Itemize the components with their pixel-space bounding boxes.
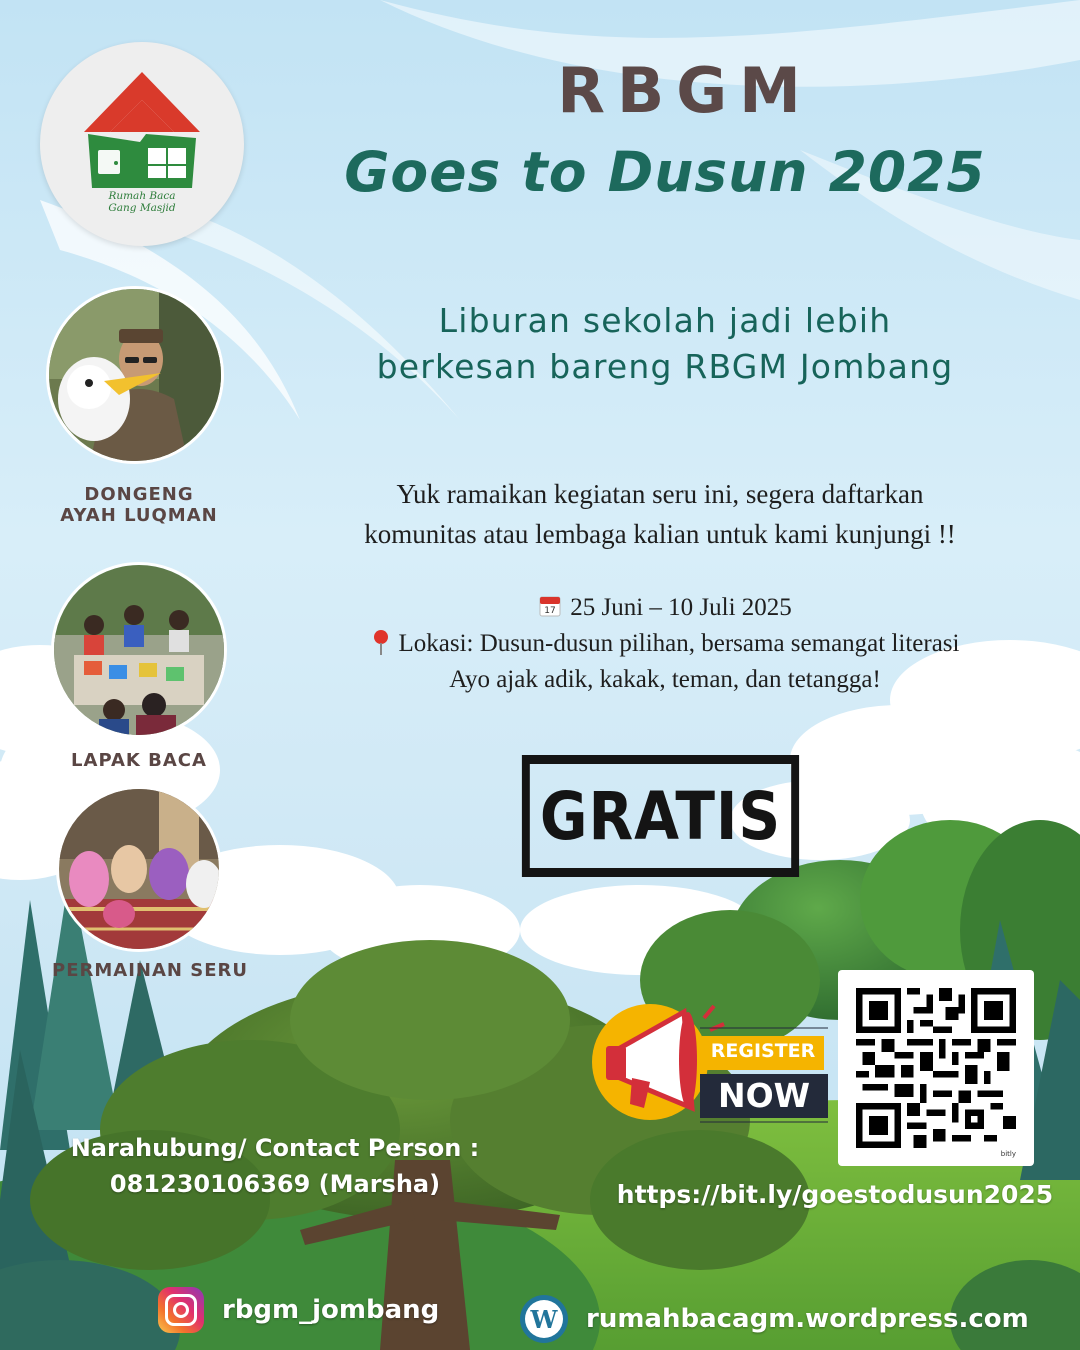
logo-caption-line1: Rumah Baca <box>108 190 176 202</box>
pin-icon <box>371 629 391 655</box>
qr-code-icon <box>856 988 1016 1148</box>
website-link[interactable] <box>520 1295 1029 1343</box>
photo-dongeng <box>46 286 224 464</box>
instagram-handle: rbgm_jombang <box>222 1295 440 1325</box>
bitly-brand: bitly <box>1000 1150 1016 1158</box>
instagram-icon <box>158 1287 204 1333</box>
website-url: rumahbacagm.wordpress.com <box>586 1304 1029 1334</box>
svg-text:17: 17 <box>544 606 556 616</box>
event-date: 25 Juni – 10 Juli 2025 <box>570 594 792 621</box>
games-photo <box>59 789 222 952</box>
house-logo-icon <box>80 70 204 188</box>
date-row <box>290 590 1040 626</box>
event-location: Lokasi: Dusun-dusun pilihan, bersama semangat literasi <box>398 630 960 657</box>
invitation-line2: komunitas atau lembaga kalian untuk kami kunjungi !! <box>364 519 956 549</box>
caption-dongeng-line2: AYAH LUQMAN <box>60 505 218 526</box>
location-row <box>290 626 1040 662</box>
event-title: RBGM <box>557 54 813 127</box>
caption-lapak-baca: LAPAK BACA <box>71 750 207 771</box>
storyteller-photo <box>49 289 224 464</box>
logo-caption <box>40 190 244 214</box>
tagline-line2: berkesan bareng RBGM Jombang <box>376 347 954 386</box>
contact-info <box>40 1130 510 1202</box>
register-now-button[interactable] <box>592 1000 832 1125</box>
rbgm-logo <box>40 42 244 246</box>
invitation-text <box>280 474 1040 554</box>
caption-permainan-seru: PERMAINAN SERU <box>52 960 248 981</box>
instagram-link[interactable] <box>158 1287 439 1333</box>
contact-label: Narahubung/ Contact Person : <box>70 1134 480 1162</box>
logo-caption-line2: Gang Masjid <box>108 202 176 214</box>
gratis-badge: GRATIS <box>522 755 799 877</box>
event-subtitle: Goes to Dusun 2025 <box>344 140 986 204</box>
reading-stall-photo <box>54 565 227 738</box>
photo-lapak-baca <box>51 562 227 738</box>
caption-dongeng-line1: DONGENG <box>84 484 194 505</box>
tagline <box>270 298 1060 390</box>
invitation-line1: Yuk ramaikan kegiatan seru ini, segera daftarkan <box>396 479 924 509</box>
event-details <box>290 590 1040 698</box>
calendar-icon <box>538 594 562 618</box>
register-label: REGISTER <box>710 1040 816 1062</box>
invite-friends: Ayo ajak adik, kakak, teman, dan tetangga! <box>449 666 881 693</box>
registration-url[interactable]: https://bit.ly/goestodusun2025 <box>616 1180 1054 1209</box>
photo-permainan-seru <box>56 786 222 952</box>
wordpress-icon: W <box>520 1295 568 1343</box>
registration-qr-code[interactable] <box>838 970 1034 1166</box>
caption-dongeng <box>44 484 234 526</box>
now-label: NOW <box>717 1076 811 1115</box>
tagline-line1: Liburan sekolah jadi lebih <box>438 301 892 340</box>
contact-phone[interactable]: 081230106369 (Marsha) <box>109 1170 441 1198</box>
